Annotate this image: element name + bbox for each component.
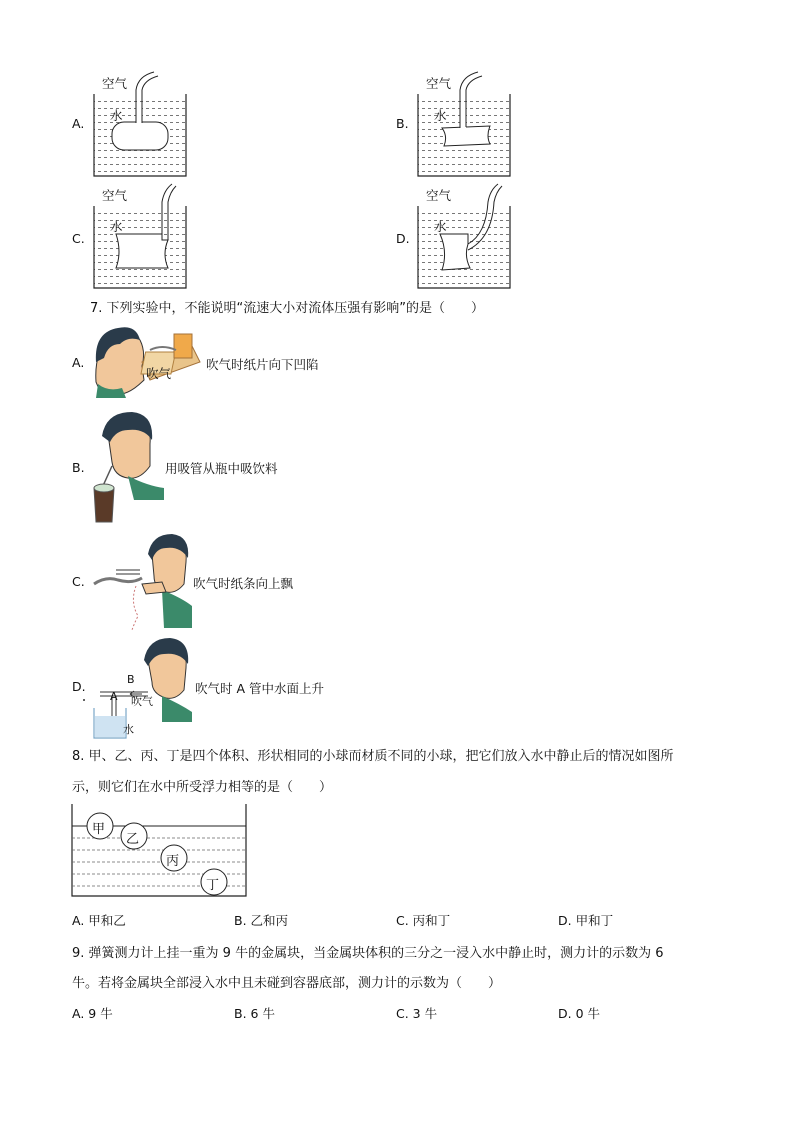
q8-stem-line2: 示，则它们在水中所受浮力相等的是（ ） [72,780,333,795]
q8-option-a: A. 甲和乙 [72,913,126,928]
water-label-a: 水 [110,108,123,123]
ball-jia: 甲 [92,822,106,837]
ball-bing: 丙 [166,854,180,869]
q9-option-c: C. 3 牛 [396,1006,438,1021]
q7-option-d-text: 吹气时 A 管中水面上升 [195,681,324,696]
q7-option-d-water-label: 水 [123,723,134,736]
q7-option-b-label: B. [72,460,85,475]
water-label-b: 水 [434,108,447,123]
q7-option-a-figure [92,322,202,398]
ball-yi: 乙 [126,832,140,847]
q7-option-a-img-label: 吹气 [146,366,172,381]
q7-option-d-blow-label: 吹气 [131,695,153,708]
q7-option-d-tube-a: A [110,690,118,703]
option-b-label: B. [396,116,409,131]
q7-option-c-text: 吹气时纸条向上飘 [193,576,294,591]
air-label-d: 空气 [426,188,452,203]
q7-option-d-figure [82,636,200,740]
water-label-d: 水 [434,219,447,234]
q7-option-b-text: 用吸管从瓶中吸饮料 [165,461,278,476]
ball-ding: 丁 [206,878,220,893]
q7-option-a-text: 吹气时纸片向下凹陷 [206,357,319,372]
q9-option-b: B. 6 牛 [234,1006,275,1021]
q7-option-d-label: D. [72,679,86,694]
q8-option-b: B. 乙和丙 [234,913,289,928]
q7-option-b-figure [88,410,168,524]
q8-option-d: D. 甲和丁 [558,913,614,928]
option-a-label: A. [72,116,85,131]
water-label-c: 水 [110,219,123,234]
air-label-b: 空气 [426,76,452,91]
q9-stem-line1: 9. 弹簧测力计上挂一重为 9 牛的金属块，当金属块体积的三分之一浸入水中静止时，测力计的示数为 6 [72,946,664,961]
q7-option-c-label: C. [72,574,85,589]
q7-option-a-label: A. [72,355,85,370]
option-c-label: C. [72,231,85,246]
q7-option-c-figure [92,532,196,632]
q8-option-c: C. 丙和丁 [396,913,451,928]
q7-stem: 7. 下列实验中，不能说明“流速大小对流体压强有影响”的是（ ） [90,301,485,316]
option-d-label: D. [396,231,410,246]
q8-stem-line1: 8. 甲、乙、丙、丁是四个体积、形状相同的小球而材质不同的小球，把它们放入水中静止后的情况如图所 [72,749,674,764]
air-label-c: 空气 [102,188,128,203]
q9-option-d: D. 0 牛 [558,1006,600,1021]
q9-stem-line2: 牛。若将金属块全部浸入水中且未碰到容器底部，测力计的示数为（ ） [72,976,502,991]
q7-option-d-tube-b: B [127,673,135,686]
air-label-a: 空气 [102,76,128,91]
q9-option-a: A. 9 牛 [72,1006,113,1021]
